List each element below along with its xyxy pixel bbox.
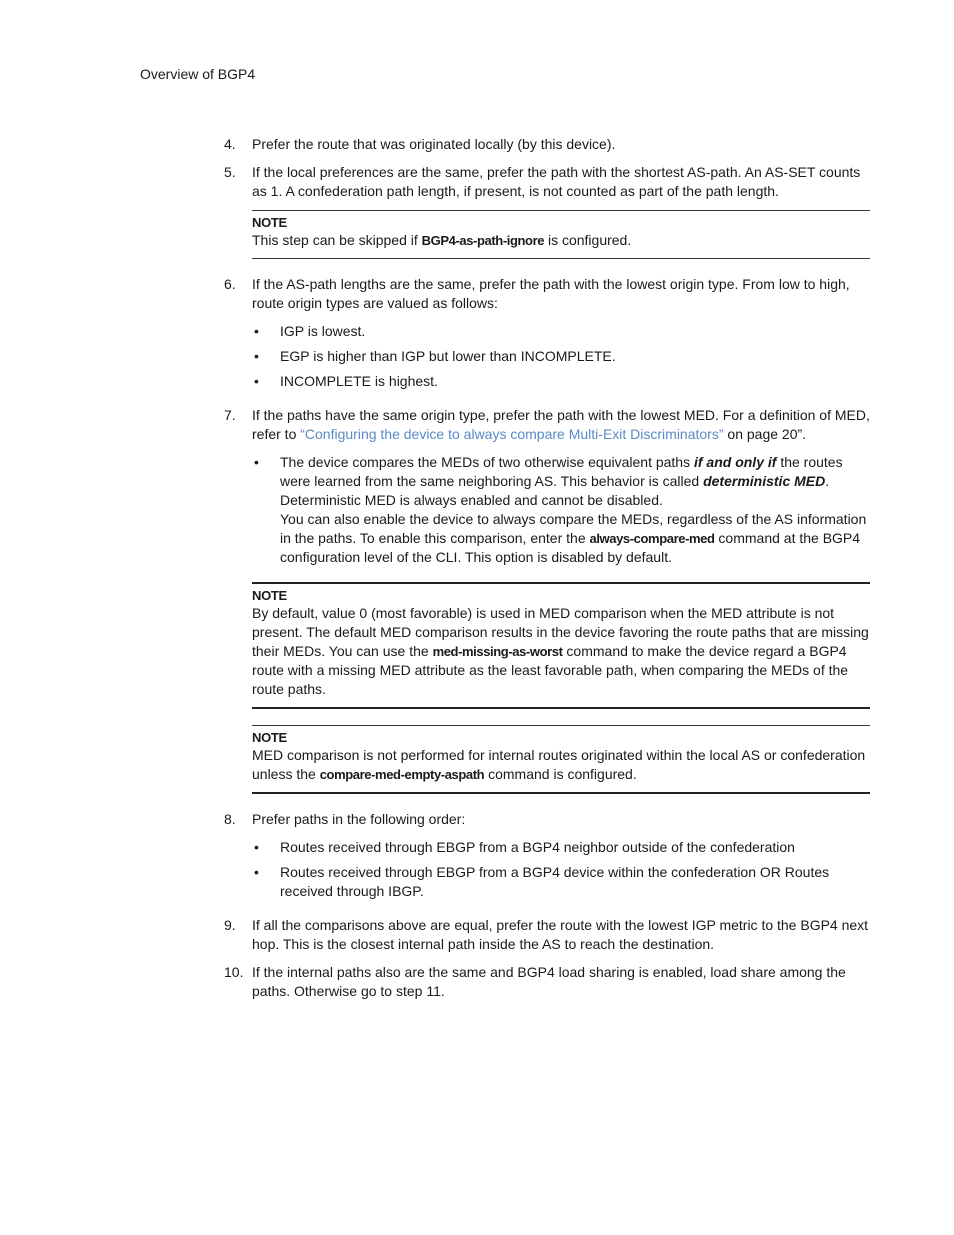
step-text: If the internal paths also are the same and BGP4 load sharing is enabled, load share among the paths. Otherwise go to step 11.: [252, 964, 846, 999]
bullet-icon: •: [254, 454, 259, 470]
note-box: [252, 582, 870, 709]
note-text-part: command is configured.: [484, 766, 637, 782]
list-item: [252, 347, 870, 366]
step-number: 6.: [224, 276, 236, 292]
emphasis: deterministic MED: [703, 473, 826, 489]
step-text: If the AS-path lengths are the same, prefer the path with the lowest origin type. From low to high, route origin types are valued as follows:: [252, 276, 850, 311]
bullet-list: [252, 322, 870, 391]
note-text: [252, 604, 870, 699]
bullet-icon: •: [254, 373, 259, 389]
step-text-part: If the paths have the same origin type, prefer the path with the lowest MED. For a definition of MED, refer to: [252, 407, 870, 442]
list-item-text: INCOMPLETE is highest.: [280, 373, 438, 389]
step-5: [224, 163, 870, 201]
text-part: the routes were learned from the same neighboring AS. This behavior is called: [280, 454, 843, 489]
note-box: [252, 210, 870, 259]
bullet-icon: •: [254, 323, 259, 339]
step-6: [224, 275, 870, 397]
text-part: The device compares the MEDs of two otherwise equivalent paths: [280, 454, 694, 470]
note-label: NOTE: [252, 730, 287, 745]
cross-reference-link[interactable]: “Configuring the device to always compare Multi-Exit Discriminators”: [300, 426, 724, 442]
step-text: [252, 406, 870, 444]
bullet-list: [252, 838, 870, 901]
command-name: BGP4-as-path-ignore: [421, 233, 545, 248]
list-item-text: Routes received through EBGP from a BGP4 device within the confederation OR Routes received through IBGP.: [280, 864, 830, 899]
note-text: [252, 746, 870, 784]
command-name: always-compare-med: [589, 531, 715, 546]
list-item: [252, 453, 870, 567]
note-box: [252, 725, 870, 794]
step-number: 5.: [224, 164, 236, 180]
step-text: If all the comparisons above are equal, prefer the route with the lowest IGP metric to the BGP4 next hop. This is the closest internal path inside the AS to reach the destination.: [252, 917, 869, 952]
text-part: You can also enable the device to always compare the MEDs, regardless of the AS information in the paths. To enable this comparison, enter the: [280, 511, 867, 546]
step-text: If the local preferences are the same, prefer the path with the shortest AS-path. An AS-SET counts as 1. A confederation path length, if present, is not counted as part of the path length.: [252, 164, 861, 199]
note-label: NOTE: [252, 588, 287, 603]
step-number: 10.: [224, 964, 244, 980]
list-item: [252, 322, 870, 341]
step-number: 4.: [224, 136, 236, 152]
step-number: 9.: [224, 917, 236, 933]
list-item: [252, 372, 870, 391]
note-text: [252, 231, 870, 250]
emphasis: if and only if: [693, 454, 777, 470]
note-text-part: is configured.: [544, 232, 632, 248]
list-item-text: [280, 453, 870, 510]
step-8: [224, 810, 870, 907]
command-name: compare-med-empty-aspath: [319, 767, 485, 782]
text-part: command at the BGP4 configuration level of the CLI. This option is disabled by default.: [280, 530, 861, 565]
bullet-icon: •: [254, 864, 259, 880]
command-name: med-missing-as-worst: [432, 644, 563, 659]
note-label: NOTE: [252, 215, 287, 230]
bullet-icon: •: [254, 348, 259, 364]
list-item-text: EGP is higher than IGP but lower than INCOMPLETE.: [280, 348, 616, 364]
step-text-part: on page 20”.: [723, 426, 807, 442]
note-text-part: MED comparison is not performed for internal routes originated within the local AS or confederation unless the: [252, 747, 866, 782]
bullet-list: [252, 453, 870, 567]
step-number: 7.: [224, 407, 236, 423]
step-text: Prefer paths in the following order:: [252, 811, 466, 827]
page-header: Overview of BGP4: [140, 66, 256, 82]
text-part: . Deterministic MED is always enabled and cannot be disabled.: [280, 473, 830, 508]
list-item-paragraph: [280, 510, 870, 567]
step-7: [224, 406, 870, 573]
step-text: Prefer the route that was originated locally (by this device).: [252, 136, 616, 152]
step-10: [224, 963, 870, 1001]
list-item: [252, 838, 870, 857]
list-item: [252, 863, 870, 901]
list-item-text: Routes received through EBGP from a BGP4 neighbor outside of the confederation: [280, 839, 795, 855]
bullet-icon: •: [254, 839, 259, 855]
step-9: [224, 916, 870, 954]
step-4: [224, 135, 870, 154]
note-text-part: By default, value 0 (most favorable) is used in MED comparison when the MED attribute is not present. The default MED comparison results in the device favoring the route paths that are missing their MEDs. You can use the: [252, 605, 869, 659]
step-number: 8.: [224, 811, 236, 827]
list-item-text: IGP is lowest.: [280, 323, 366, 339]
document-body: [224, 135, 870, 1010]
note-text-part: command to make the device regard a BGP4 route with a missing MED attribute as the least favorable path, when comparing the MEDs of the route paths.: [252, 643, 849, 697]
note-text-part: This step can be skipped if: [252, 232, 422, 248]
